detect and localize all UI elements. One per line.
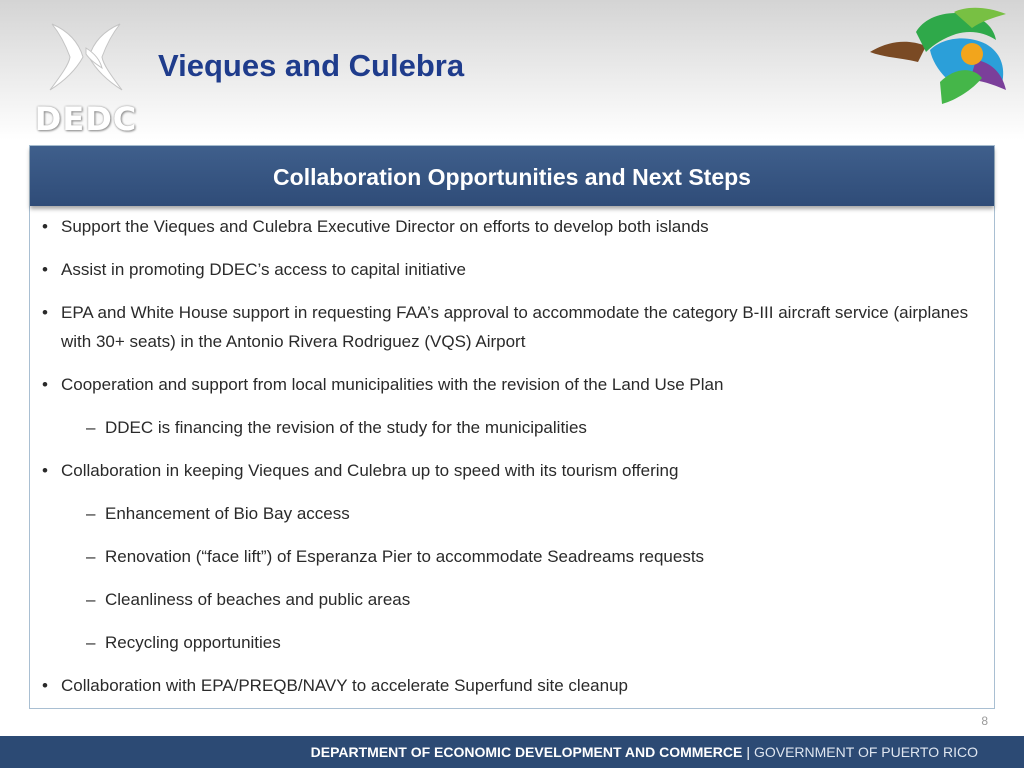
section-header: Collaboration Opportunities and Next Steps xyxy=(30,146,994,206)
island-logo xyxy=(868,4,1010,113)
footer-government: GOVERNMENT OF PUERTO RICO xyxy=(753,744,978,760)
footer-text xyxy=(311,736,978,768)
bullet-item: • Support the Vieques and Culebra Executive Director on efforts to develop both islands xyxy=(30,212,994,241)
footer-department: DEPARTMENT OF ECONOMIC DEVELOPMENT AND COMMERCE xyxy=(310,744,743,760)
bullet-list xyxy=(30,212,994,714)
sub-bullet-item: – Recycling opportunities xyxy=(30,628,994,657)
page-number: 8 xyxy=(981,714,988,728)
ddec-logo-mark-icon xyxy=(44,20,128,98)
ddec-logo-text: DEDC xyxy=(34,100,138,138)
sub-bullet-item: – Cleanliness of beaches and public areas xyxy=(30,585,994,614)
footer-separator: | xyxy=(746,744,750,760)
ddec-logo xyxy=(34,20,138,138)
footer-band xyxy=(0,736,1024,768)
content-box xyxy=(29,145,995,709)
island-logo-icon xyxy=(868,4,1010,108)
sub-bullet-item: – DDEC is financing the revision of the study for the municipalities xyxy=(30,413,994,442)
page-title: Vieques and Culebra xyxy=(158,48,465,83)
sub-bullet-item: – Renovation (“face lift”) of Esperanza Pier to accommodate Seadreams requests xyxy=(30,542,994,571)
bullet-item: • Collaboration with EPA/PREQB/NAVY to accelerate Superfund site cleanup xyxy=(30,671,994,700)
bullet-item: • Collaboration in keeping Vieques and Culebra up to speed with its tourism offering xyxy=(30,456,994,485)
bullet-item: • Assist in promoting DDEC’s access to capital initiative xyxy=(30,255,994,284)
bullet-item: • Cooperation and support from local municipalities with the revision of the Land Use Plan xyxy=(30,370,994,399)
bullet-item: • EPA and White House support in requesting FAA’s approval to accommodate the category B-III aircraft service (airplanes with 30+ seats) in the Antonio Rivera Rodriguez (VQS) Airport xyxy=(30,298,994,356)
sub-bullet-item: – Enhancement of Bio Bay access xyxy=(30,499,994,528)
